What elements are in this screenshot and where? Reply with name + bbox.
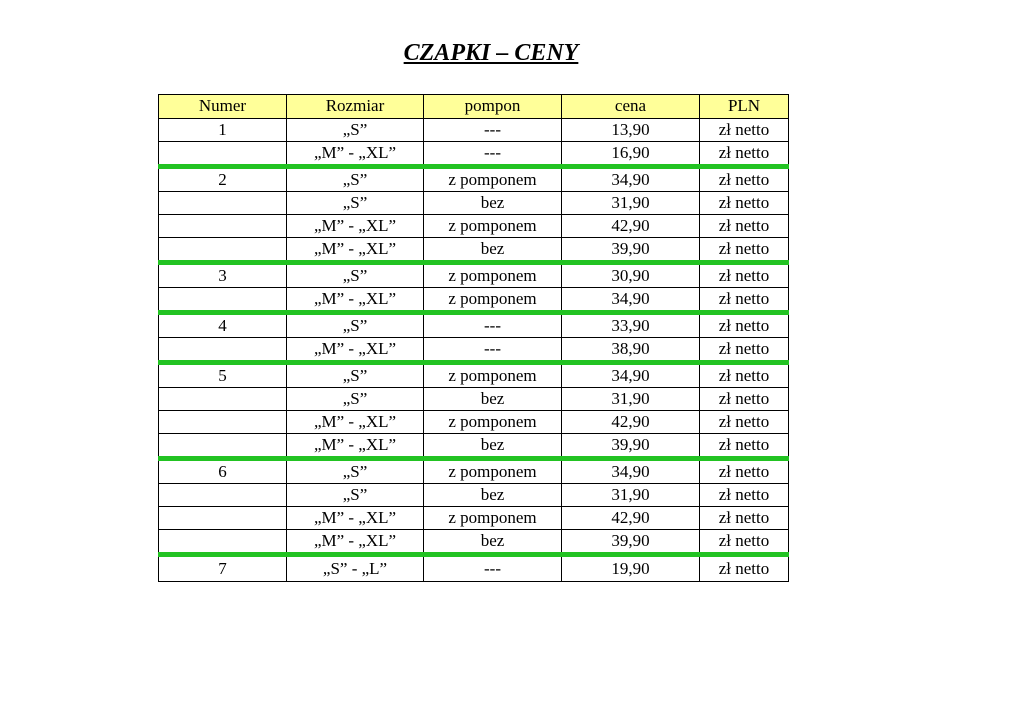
cell-numer (159, 142, 287, 167)
cell-pln: zł netto (700, 338, 789, 363)
cell-cena: 39,90 (562, 238, 700, 263)
cell-rozmiar: „M” - „XL” (287, 215, 424, 238)
cell-pln: zł netto (700, 119, 789, 142)
cell-rozmiar: „M” - „XL” (287, 238, 424, 263)
cell-rozmiar: „S” (287, 192, 424, 215)
cell-cena: 39,90 (562, 530, 700, 555)
cell-rozmiar: „M” - „XL” (287, 507, 424, 530)
cell-pln: zł netto (700, 484, 789, 507)
cell-rozmiar: „S” (287, 313, 424, 338)
cell-pln: zł netto (700, 142, 789, 167)
cell-cena: 31,90 (562, 484, 700, 507)
table-row (159, 459, 789, 484)
product-group (159, 313, 789, 363)
cell-rozmiar: „M” - „XL” (287, 142, 424, 167)
cell-pompon: --- (424, 119, 562, 142)
table-row (159, 434, 789, 459)
cell-pompon: bez (424, 484, 562, 507)
cell-rozmiar: „S” (287, 459, 424, 484)
table-row (159, 555, 789, 582)
cell-pln: zł netto (700, 459, 789, 484)
cell-pompon: --- (424, 555, 562, 582)
cell-rozmiar: „S” - „L” (287, 555, 424, 582)
cell-rozmiar: „M” - „XL” (287, 434, 424, 459)
cell-pompon: bez (424, 434, 562, 459)
header-pln: PLN (700, 95, 789, 119)
cell-rozmiar: „M” - „XL” (287, 530, 424, 555)
cell-cena: 34,90 (562, 459, 700, 484)
cell-numer: 4 (159, 313, 287, 338)
cell-numer (159, 507, 287, 530)
table-row (159, 530, 789, 555)
cell-pompon: z pomponem (424, 363, 562, 388)
table-row (159, 313, 789, 338)
table-row (159, 263, 789, 288)
cell-numer (159, 434, 287, 459)
header-row (159, 95, 789, 119)
cell-pln: zł netto (700, 555, 789, 582)
cell-pompon: z pomponem (424, 411, 562, 434)
table-row (159, 507, 789, 530)
cell-cena: 42,90 (562, 215, 700, 238)
cell-pompon: bez (424, 530, 562, 555)
cell-pln: zł netto (700, 507, 789, 530)
cell-pln: zł netto (700, 313, 789, 338)
cell-cena: 31,90 (562, 192, 700, 215)
cell-rozmiar: „S” (287, 388, 424, 411)
table-row (159, 388, 789, 411)
cell-pompon: --- (424, 313, 562, 338)
cell-rozmiar: „M” - „XL” (287, 338, 424, 363)
product-group (159, 119, 789, 167)
cell-numer (159, 484, 287, 507)
table-row (159, 119, 789, 142)
cell-pompon: z pomponem (424, 507, 562, 530)
cell-pompon: z pomponem (424, 263, 562, 288)
cell-cena: 34,90 (562, 363, 700, 388)
cell-numer (159, 338, 287, 363)
cell-rozmiar: „S” (287, 263, 424, 288)
cell-numer (159, 192, 287, 215)
product-group (159, 363, 789, 459)
cell-cena: 31,90 (562, 388, 700, 411)
header-pompon: pompon (424, 95, 562, 119)
cell-pln: zł netto (700, 288, 789, 313)
table-row (159, 411, 789, 434)
cell-cena: 33,90 (562, 313, 700, 338)
table-header (159, 95, 789, 119)
cell-pln: zł netto (700, 530, 789, 555)
cell-cena: 42,90 (562, 507, 700, 530)
cell-pompon: --- (424, 142, 562, 167)
cell-rozmiar: „S” (287, 484, 424, 507)
cell-rozmiar: „M” - „XL” (287, 288, 424, 313)
cell-numer: 7 (159, 555, 287, 582)
cell-numer (159, 238, 287, 263)
cell-pompon: bez (424, 238, 562, 263)
price-table (158, 94, 789, 582)
cell-cena: 34,90 (562, 288, 700, 313)
table-row (159, 238, 789, 263)
cell-pompon: bez (424, 388, 562, 411)
cell-numer (159, 288, 287, 313)
cell-numer: 2 (159, 167, 287, 192)
cell-numer (159, 411, 287, 434)
product-group (159, 263, 789, 313)
cell-pompon: z pomponem (424, 215, 562, 238)
cell-rozmiar: „M” - „XL” (287, 411, 424, 434)
table-row (159, 167, 789, 192)
table-row (159, 215, 789, 238)
page-title: CZAPKI – CENY (403, 40, 579, 66)
cell-numer: 1 (159, 119, 287, 142)
cell-numer (159, 388, 287, 411)
cell-pln: zł netto (700, 167, 789, 192)
table-row (159, 363, 789, 388)
cell-numer (159, 215, 287, 238)
cell-rozmiar: „S” (287, 167, 424, 192)
table-row (159, 484, 789, 507)
header-numer: Numer (159, 95, 287, 119)
cell-cena: 39,90 (562, 434, 700, 459)
cell-pompon: z pomponem (424, 459, 562, 484)
cell-rozmiar: „S” (287, 363, 424, 388)
cell-pln: zł netto (700, 215, 789, 238)
cell-pln: zł netto (700, 263, 789, 288)
table-row (159, 288, 789, 313)
header-rozmiar: Rozmiar (287, 95, 424, 119)
product-group (159, 555, 789, 582)
table-row (159, 142, 789, 167)
cell-pln: zł netto (700, 192, 789, 215)
cell-pompon: --- (424, 338, 562, 363)
cell-cena: 16,90 (562, 142, 700, 167)
cell-pln: zł netto (700, 434, 789, 459)
cell-pln: zł netto (700, 238, 789, 263)
cell-numer: 6 (159, 459, 287, 484)
cell-cena: 19,90 (562, 555, 700, 582)
cell-pln: zł netto (700, 363, 789, 388)
cell-numer: 5 (159, 363, 287, 388)
cell-numer: 3 (159, 263, 287, 288)
cell-pln: zł netto (700, 411, 789, 434)
header-cena: cena (562, 95, 700, 119)
table-row (159, 192, 789, 215)
cell-pln: zł netto (700, 388, 789, 411)
cell-cena: 34,90 (562, 167, 700, 192)
cell-pompon: z pomponem (424, 288, 562, 313)
cell-cena: 42,90 (562, 411, 700, 434)
cell-cena: 30,90 (562, 263, 700, 288)
table-row (159, 338, 789, 363)
cell-pompon: z pomponem (424, 167, 562, 192)
product-group (159, 167, 789, 263)
cell-pompon: bez (424, 192, 562, 215)
cell-rozmiar: „S” (287, 119, 424, 142)
cell-cena: 13,90 (562, 119, 700, 142)
product-group (159, 459, 789, 555)
cell-numer (159, 530, 287, 555)
cell-cena: 38,90 (562, 338, 700, 363)
